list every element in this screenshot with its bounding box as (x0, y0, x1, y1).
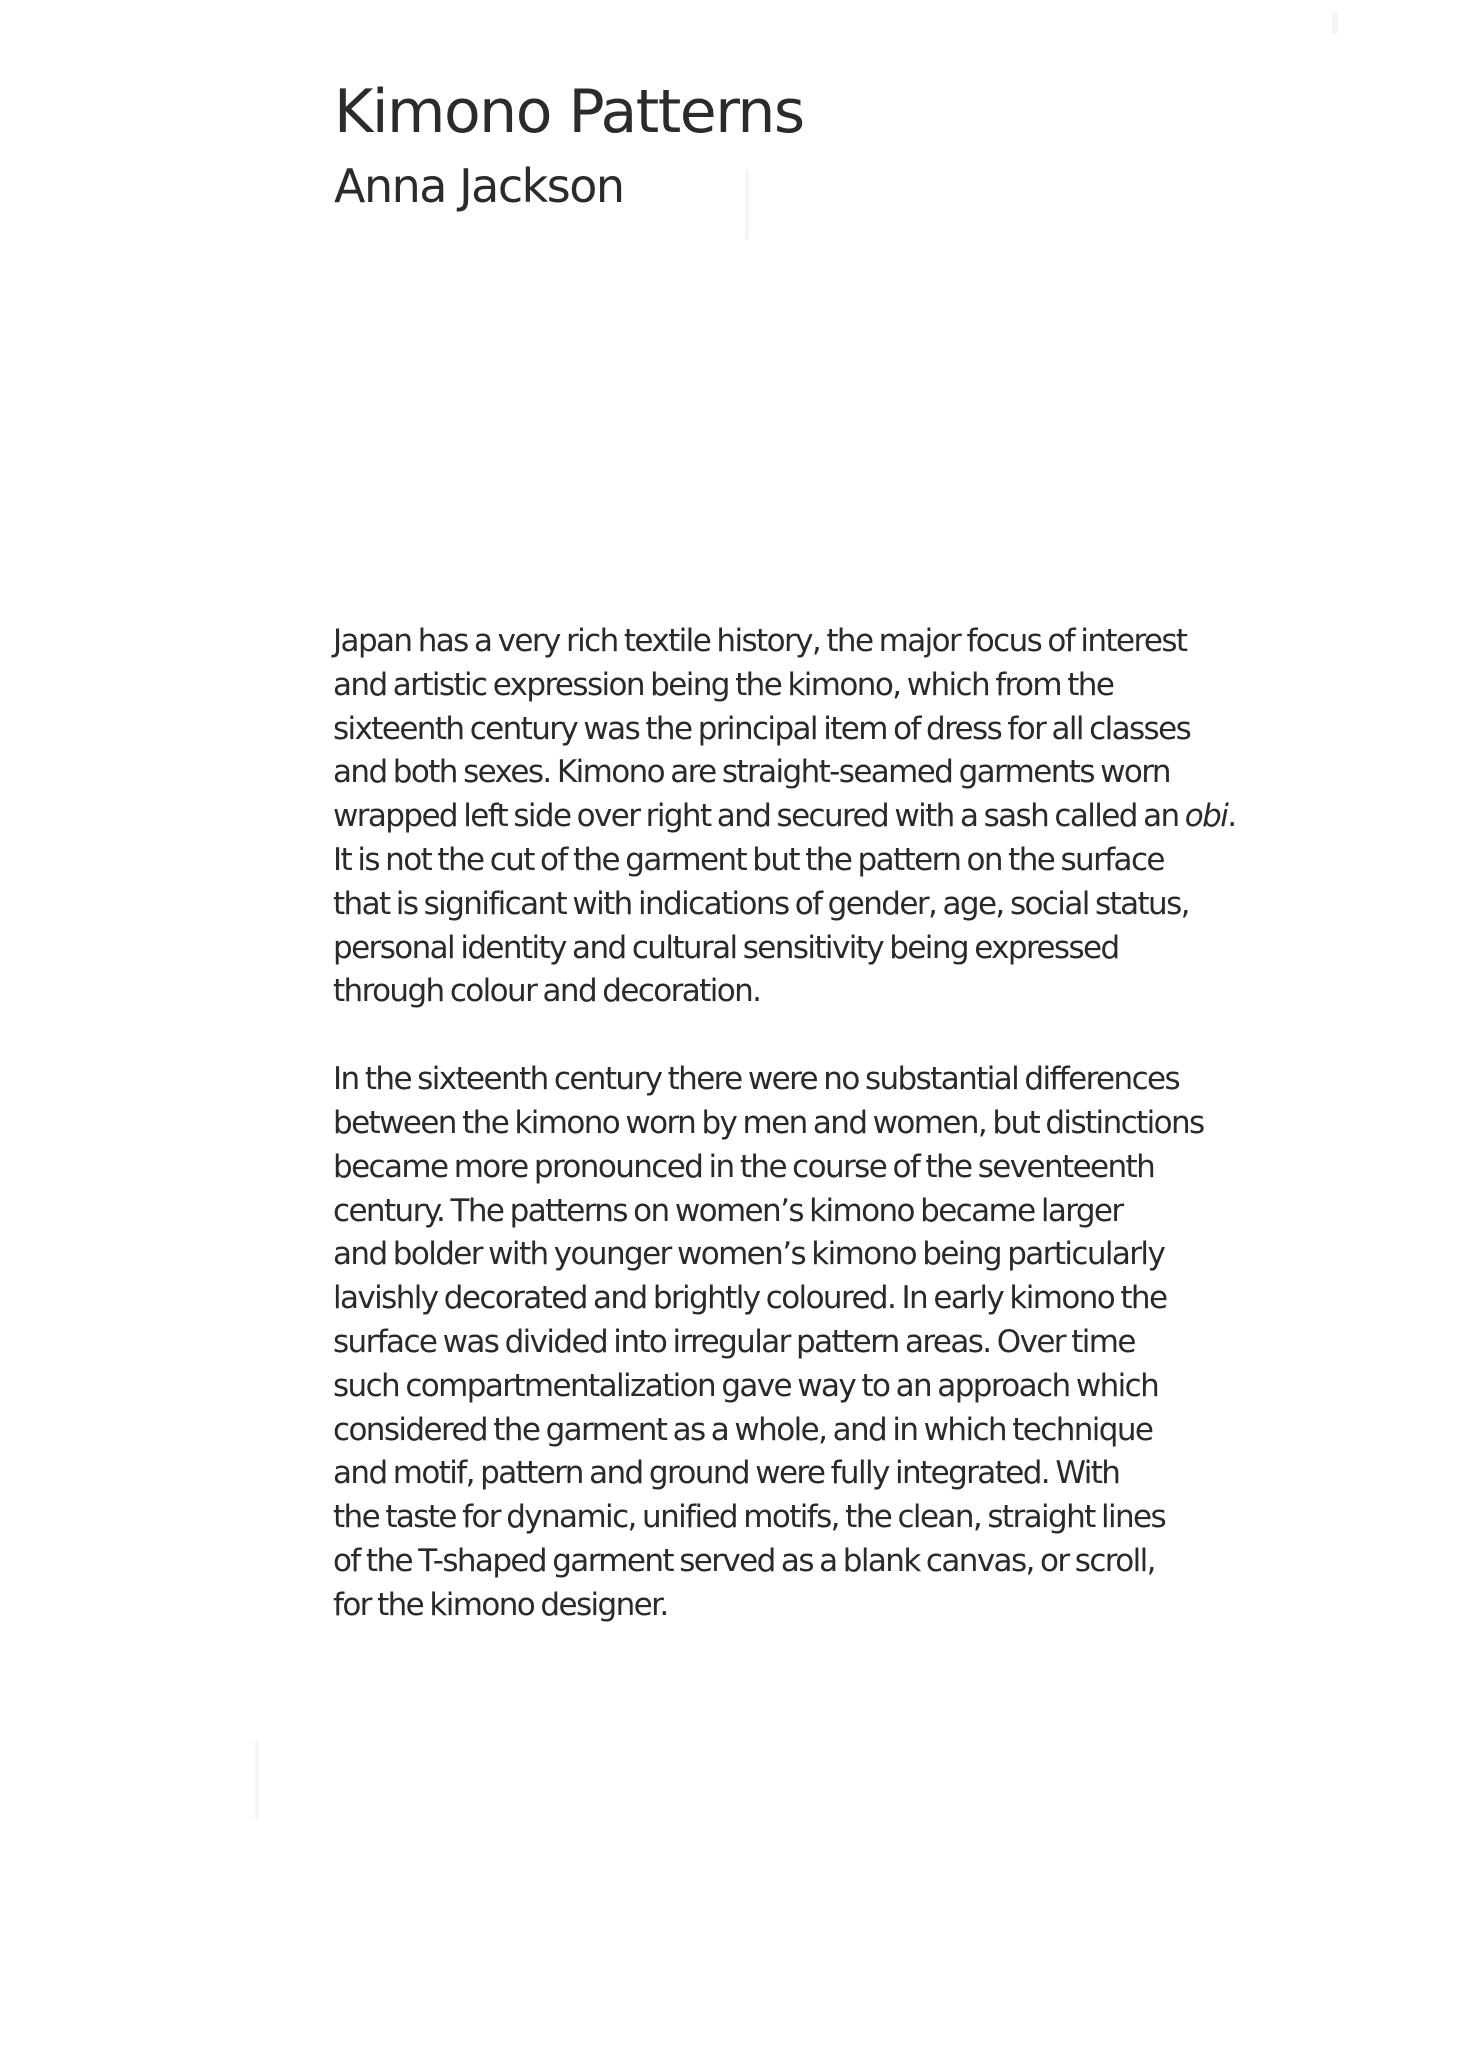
text-line: century. The patterns on women’s kimono became larger (333, 1192, 1123, 1229)
text-line: lavishly decorated and brightly coloured. In early kimono the (333, 1280, 1167, 1317)
italic-term: obi (1184, 798, 1228, 835)
paragraph-2 (333, 1058, 1333, 1627)
text-line: that is significant with indications of gender, age, social status, (333, 885, 1189, 922)
text-line: considered the garment as a whole, and in which technique (333, 1411, 1153, 1448)
text-line: surface was divided into irregular pattern areas. Over time (333, 1323, 1135, 1360)
text-line: and both sexes. Kimono are straight-seamed garments worn (333, 754, 1170, 791)
text-line: In the sixteenth century there were no substantial differences (333, 1061, 1180, 1098)
text-line: became more pronounced in the course of the seventeenth (333, 1148, 1155, 1185)
text-line: for the kimono designer. (333, 1586, 668, 1623)
text-line: sixteenth century was the principal item of dress for all classes (333, 710, 1191, 747)
article-body (333, 620, 1333, 1672)
paragraph-1 (333, 620, 1333, 1014)
text-line: and motif, pattern and ground were fully integrated. With (333, 1455, 1120, 1492)
scan-artifact (745, 170, 749, 240)
text-line: personal identity and cultural sensitivity being expressed (333, 929, 1119, 966)
text-line: and bolder with younger women’s kimono being particularly (333, 1236, 1165, 1273)
text-line: such compartmentalization gave way to an approach which (333, 1367, 1159, 1404)
scan-artifact (1332, 12, 1338, 34)
text-line: and artistic expression being the kimono, which from the (333, 666, 1114, 703)
text-line: between the kimono worn by men and women, but distinctions (333, 1104, 1204, 1141)
text-line: through colour and decoration. (333, 973, 761, 1010)
text-line: of the T-shaped garment served as a blank canvas, or scroll, (333, 1542, 1155, 1579)
text-line: the taste for dynamic, unified motifs, the clean, straight lines (333, 1499, 1166, 1536)
author-name: Anna Jackson (334, 159, 624, 213)
page-title: Kimono Patterns (334, 77, 804, 147)
text-line: It is not the cut of the garment but the pattern on the surface (333, 841, 1164, 878)
text-line: Japan has a very rich textile history, the major focus of interest (333, 623, 1187, 659)
text-segment: wrapped left side over right and secured with a sash called an (333, 798, 1185, 835)
scan-artifact (255, 1740, 259, 1820)
text-line-with-italic (333, 795, 1333, 839)
text-segment: . (1227, 798, 1236, 835)
